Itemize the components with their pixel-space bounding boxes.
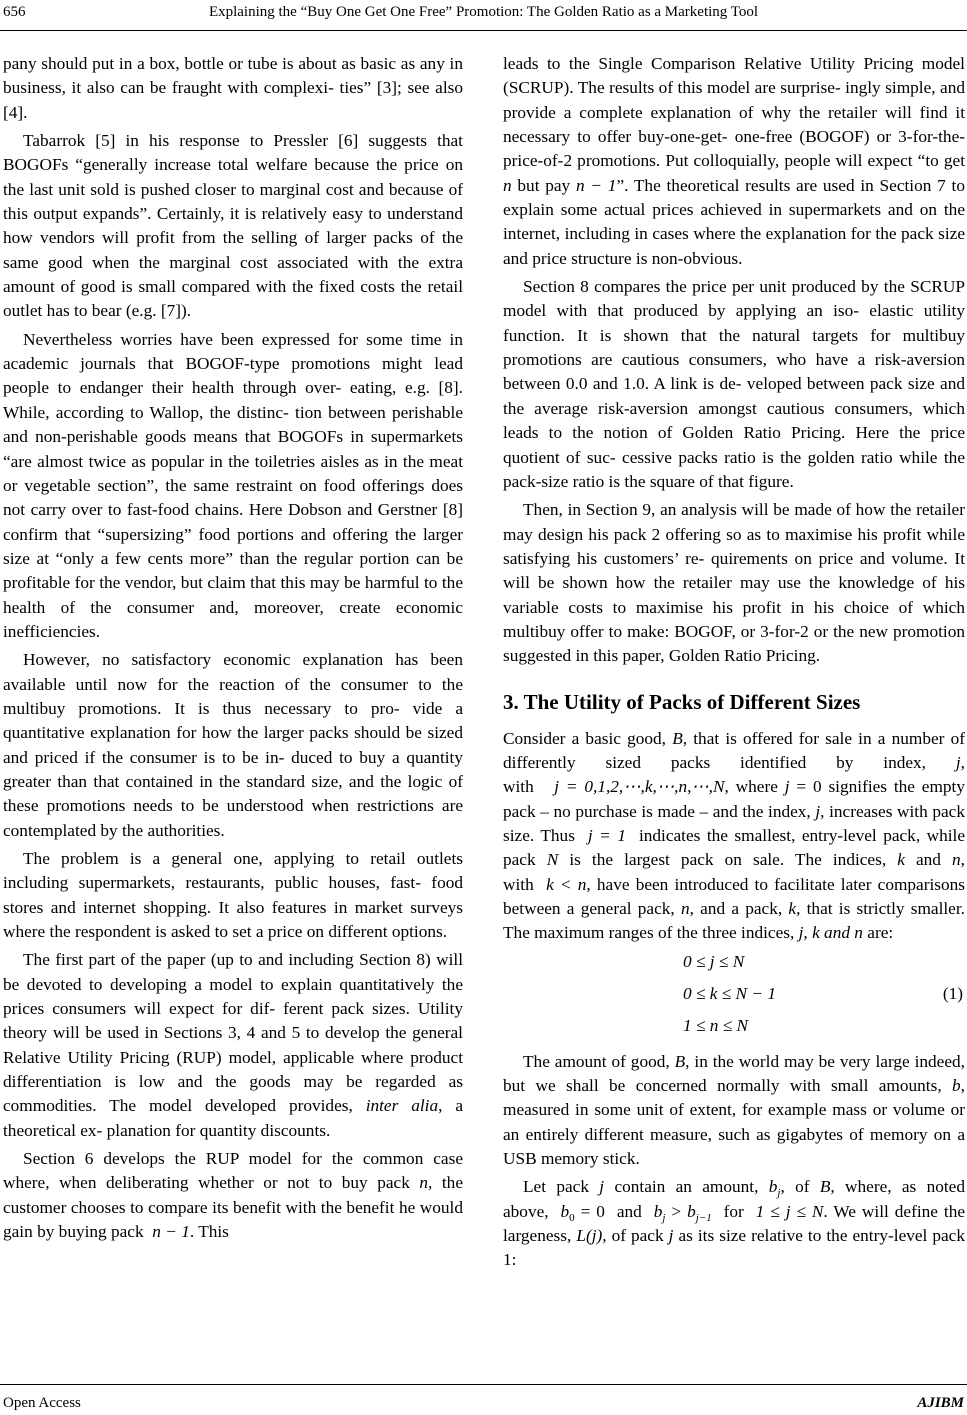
equation-line: 0 ≤ k ≤ N − 1	[683, 983, 777, 1003]
math-inline: n − 1	[575, 175, 617, 195]
paragraph: Nevertheless worries have been expressed for some time in academic journals that BOGOF-type promotions might lead people to endanger their health through over- eating, e.g. [8]. While, according to Wallop, the distinc- tion between perishable and non-perishable goods means that BOGOFs in supermarkets “are almost twice as popular in the toiletries aisles as in the meat or vegetable section”, the same restraint on food offerings does not carry over to fast-food chains. Here Dobson and Gerstner [8] confirm that “supersizing” food portions and offering the larger size at “only a few cents more” than the regular portion can be profitable for the vendor, but claim that this may be harmful to the health of the consumer and, moreover, create economic inefficiencies.	[3, 329, 463, 641]
equation-number: (1)	[942, 983, 963, 1003]
footer-open-access: Open Access	[3, 1395, 81, 1411]
paragraph: leads to the Single Comparison Relative Utility Pricing model (SCRUP). The results of this model are surprise- ingly simple, and provide a complete explanation of why the retailer will find it necessary to offer buy-one-get- one-free (BOGOF) or 3-for-the-price-of-2 promotions. Put colloquially, people will expect “to get n but pay n − 1”. The theoretical results are used in Section 7 to explain some actual prices achieved in supermarkets and on the internet, including in cases where the explanation for the pack size and price structure is non-obvious.	[503, 54, 965, 268]
left-column	[3, 52, 463, 1245]
paragraph: Then, in Section 9, an analysis will be made of how the retailer may design his pack 2 offering so as to maximise his profit while satisfying his customers’ re- quirements on price and volume. It will be shown how the retailer may use the knowledge of his variable costs to maximise his profit in his choice of which multibuy offer to make: BOGOF, or 3-for-2 or the new promotion suggested in this paper, Golden Ratio Pricing.	[503, 500, 965, 666]
paragraph: The amount of good, B, in the world may be very large indeed, but we shall be concerned normally with small amounts, b, measured in some unit of extent, for example mass or volume or an entirely different measure, such as gigabytes of memory on a USB memory stick.	[503, 1051, 965, 1169]
paragraph: pany should put in a box, bottle or tube is about as basic as any in business, it also can be fraught with complexi- ties” [3]; see also [4].	[3, 54, 463, 122]
paragraph: Tabarrok [5] in his response to Pressler [6] suggests that BOGOFs “generally increase total welfare because the price on the last unit sold is pushed closer to marginal cost and because of this output expands”. Certainly, it is relatively easy to understand how vendors will profit from the selling of larger packs of the same good when the marginal cost associated with the extra amount of good is small compared with the fixed costs the retail outlet has to bear (e.g. [7]).	[3, 131, 463, 321]
page-number: 656	[3, 4, 26, 20]
math-inline: k < n	[546, 874, 587, 894]
paragraph: However, no satisfactory economic explanation has been available until now for the reaction of the consumer to the multibuy promotions. It is thus necessary to pro- vide a quantitative explanation for how the larger packs should be sized and priced if the consumer is to be in- duced to buy a quantity greater than that contained in the standard size, and the logic of these promotions needs to be understood when restrictions are contemplated by the authorities.	[3, 650, 463, 840]
math-inline: $b_j > b_{j-1}$	[653, 1201, 712, 1224]
math-inline: n − 1	[152, 1222, 190, 1242]
paragraph: Section 8 compares the price per unit produced by the SCRUP model with that produced by applying an iso- elastic utility function. It is shown that the natural targets for multibuy promotions are cautious consumers, who have a risk-aversion between 0.0 and 1.0. A link is de- veloped between pack size and the average risk-aversion amongst cautious consumers, which leads to the notion of Golden Ratio Pricing. Here the price quotient of suc- cessive packs ratio is the golden ratio while the pack-size ratio is the square of that figure.	[503, 277, 965, 491]
equation-line: 0 ≤ j ≤ N	[683, 951, 745, 971]
section-heading: 3. The Utility of Packs of Different Sizes	[503, 689, 861, 714]
paragraph: Let pack j contain an amount, $b_j$, of B, where, as noted above, $b_0 = 0$ and $b_j > b_{j-1}$ for 1 ≤ j ≤ N. We will define the largeness, L(j), of pack j as its size relative to the entry-level pack 1:	[503, 1177, 966, 1270]
footer-journal: AJIBM	[917, 1395, 964, 1411]
paragraph: The problem is a general one, applying to retail outlets including supermarkets, restaurants, public houses, fast- food stores and internet shopping. It also features in market surveys where the respondent is asked to set a price on different options.	[3, 849, 463, 942]
math-inline: j = 0,1,2,⋯,k,⋯,n,⋯,N	[554, 777, 725, 797]
paragraph: Consider a basic good, B, that is offered for sale in a number of differently sized packs identified by index, j, with j = 0,1,2,⋯,k,⋯,n,⋯,N, where j = 0 signifies the empty pack – no purchase is made – and the index, j, increases with pack size. Thus j = 1 indicates the smallest, entry-level pack, while pack N is the largest pack on sale. The indices, k and n, with k < n, have been introduced to facilitate later comparisons between a general pack, n, and a pack, k, that is strictly smaller. The maximum ranges of the three indices, j, k and n are:	[503, 728, 966, 943]
paragraph: Section 6 develops the RUP model for the common case where, when deliberating whether or not to buy pack n, the customer chooses to compare its benefit with the benefit he would gain by buying pack n − 1. This	[3, 1149, 463, 1242]
right-column	[503, 52, 965, 1273]
math-inline: $b_0 = 0$	[560, 1201, 605, 1224]
math-inline: j = 1	[587, 825, 626, 845]
paragraph: The first part of the paper (up to and including Section 8) will be devoted to developing a model to explain quantitatively the prices consumers will expect for dif- ferent pack sizes. Utility theory will be used in Sections 3, 4 and 5 to develop the general Relative Utility Pricing (RUP) model, applicable where product differentiation is low and the goods may be regarded as commodities. The model developed provides, inter alia, a theoretical ex- planation for quantity discounts.	[3, 950, 463, 1140]
math-inline: 1 ≤ j ≤ N	[755, 1201, 824, 1221]
equation-1	[503, 950, 965, 1040]
math-inline: $b_j$	[768, 1177, 781, 1200]
equation-line: 1 ≤ n ≤ N	[683, 1015, 749, 1035]
running-title: Explaining the “Buy One Get One Free” Promotion: The Golden Ratio as a Marketing Tool	[208, 4, 759, 20]
page-footer	[0, 1384, 967, 1415]
page-header	[0, 0, 967, 31]
